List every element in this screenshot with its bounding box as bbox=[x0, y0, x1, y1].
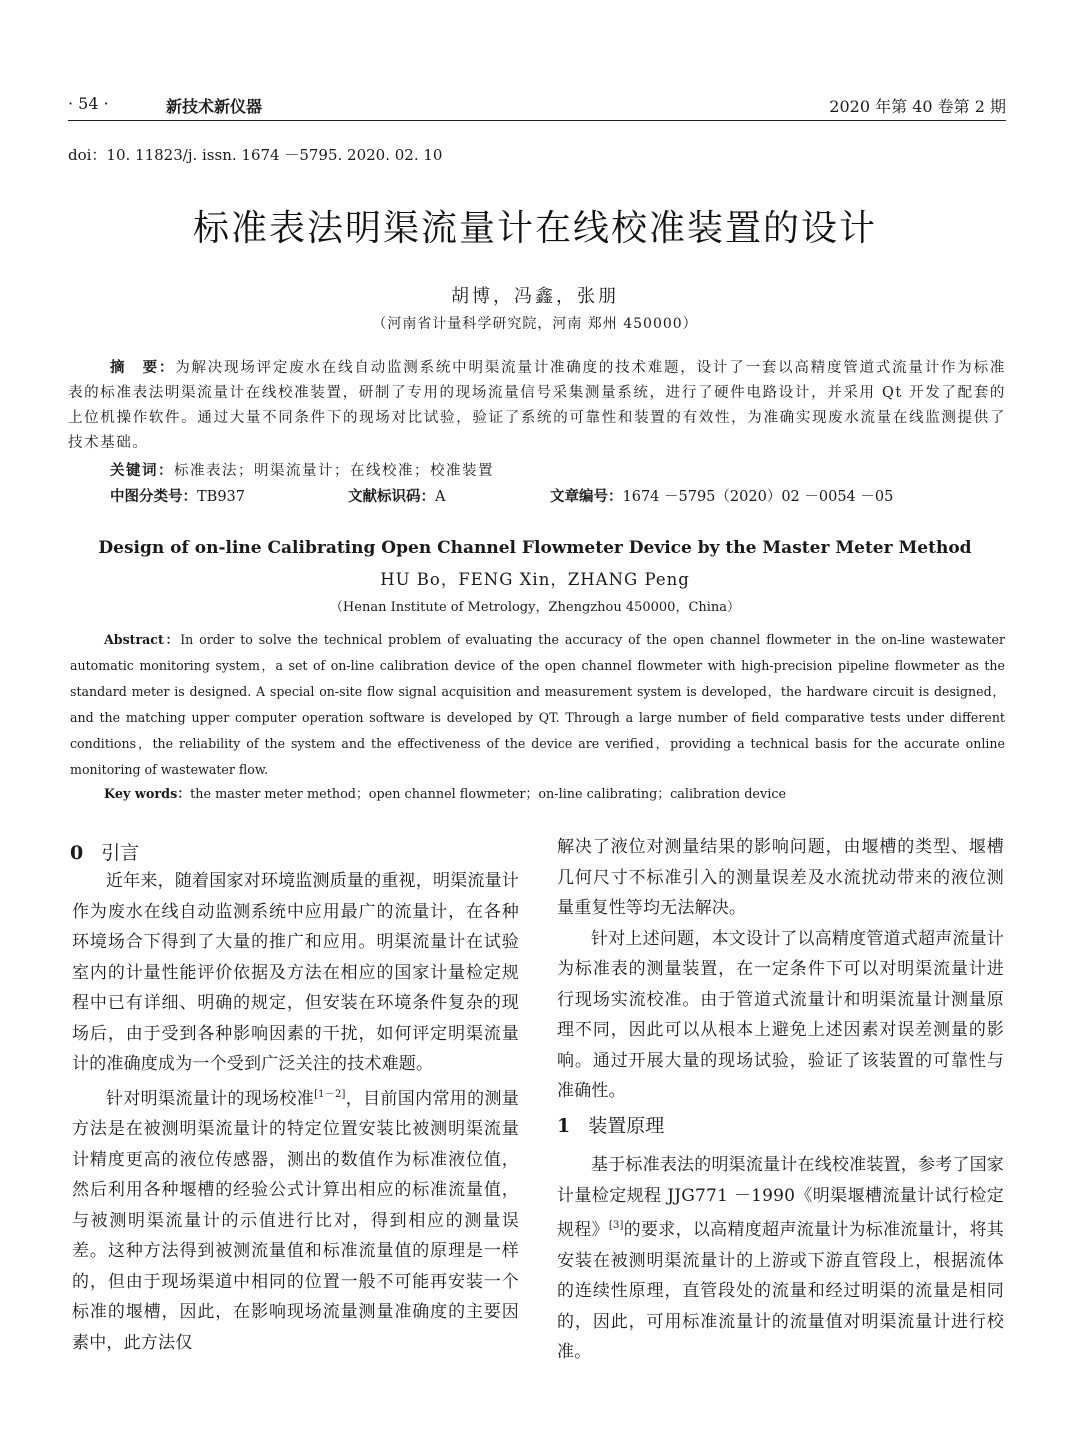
page-number: · 54 · bbox=[68, 94, 109, 113]
section-heading-0: 0 引言 bbox=[70, 842, 140, 864]
intro-paragraph-2: 针对明渠流量计的现场校准[1－2]，目前国内常用的测量方法是在被测明渠流量计的特定位置安装比被测明渠流量计精度更高的液位传感器，测出的数值作为标准液位值，然后利用各种堰槽的经验公式计算出相应的标准流量值，与被测明渠流量计的示值进行比对，得到相应的测量误差。这种方法得到被测流量值和标准流量值的原理是一样的，但由于现场渠道中相同的位置一般不可能再安装一个标准的堰槽，因此，在影响现场流量测量准确度的主要因素中，此方法仅 bbox=[72, 1088, 520, 1353]
citation: [3] bbox=[608, 1220, 624, 1231]
body-column-right-section1 bbox=[557, 1150, 1004, 1368]
intro-paragraph-2-continued: 解决了液位对测量结果的影响问题，由堰槽的类型、堰槽几何尺寸不标准引入的测量误差及水流扰动带来的液位测量重复性等均无法解决。 bbox=[557, 837, 1004, 918]
affiliation-en: （Henan Institute of Metrology，Zhengzhou 450000，China） bbox=[329, 600, 741, 615]
keywords-cn bbox=[110, 459, 494, 480]
paper-title-en: Design of on-line Calibrating Open Channel Flowmeter Device by the Master Meter Method bbox=[98, 538, 972, 558]
affiliation-cn: （河南省计量科学研究院，河南 郑州 450000） bbox=[372, 316, 698, 332]
intro-paragraph-3: 针对上述问题，本文设计了以高精度管道式超声流量计为标准表的测量装置，在一定条件下可以对明渠流量计进行现场实流校准。由于管道式流量计和明渠流量计测量原理不同，因此可以从根本上避免上述因素对误差测量的影响。通过开展大量的现场试验，验证了该装置的可靠性与准确性。 bbox=[557, 928, 1004, 1101]
body-column-right bbox=[557, 832, 1004, 1107]
section-heading-1: 1 装置原理 bbox=[557, 1115, 665, 1137]
keywords-en bbox=[104, 783, 786, 802]
running-header bbox=[68, 92, 1006, 118]
clc-number: 中图分类号：TB937 bbox=[110, 489, 246, 505]
body-column-left bbox=[72, 866, 519, 1358]
authors-cn: 胡博，冯鑫，张朋 bbox=[451, 286, 619, 307]
abstract-en bbox=[70, 627, 1005, 783]
abstract-en-label: Abstract： bbox=[104, 632, 181, 647]
keywords-en-text: the master meter method；open channel flowmeter；on-line calibrating；calibration device bbox=[190, 787, 787, 802]
abstract-cn-text: 为解决现场评定废水在线自动监测系统中明渠流量计准确度的技术难题，设计了一套以高精度管道式流量计作为标准表的标准表法明渠流量计在线校准装置，研制了专用的现场流量信号采集测量系统，进行了硬件电路设计，并采用 Qt 开发了配套的上位机操作软件。通过大量不同条件下的现场对比试验，验证了系统的可靠性和装置的有效性，为准确实现废水流量在线监测提供了技术基础。 bbox=[68, 360, 1006, 451]
journal-section-name: 新技术新仪器 bbox=[166, 97, 263, 116]
issue-info: 2020 年第 40 卷第 2 期 bbox=[829, 97, 1006, 116]
keywords-cn-text: 标准表法；明渠流量计；在线校准；校准装置 bbox=[174, 463, 494, 479]
abstract-cn bbox=[68, 356, 1006, 456]
paper-title-cn: 标准表法明渠流量计在线校准装置的设计 bbox=[192, 208, 877, 249]
intro-paragraph-1: 近年来，随着国家对环境监测质量的重视，明渠流量计作为废水在线自动监测系统中应用最广的流量计，在各种环境场合下得到了大量的推广和应用。明渠流量计在试验室内的计量性能评价依据及方法在相应的国家计量检定规程中已有详细、明确的规定，但安装在环境条件复杂的现场后，由于受到各种影响因素的干扰，如何评定明渠流量计的准确度成为一个受到广泛关注的技术难题。 bbox=[72, 871, 519, 1074]
document-code: 文献标识码：A bbox=[348, 489, 446, 505]
doi: doi：10. 11823/j. issn. 1674 －5795. 2020. 02. 10 bbox=[68, 146, 443, 164]
keywords-cn-label: 关键词： bbox=[110, 463, 174, 479]
citation: [1－2] bbox=[314, 1088, 346, 1100]
abstract-cn-label: 摘 要： bbox=[110, 360, 176, 376]
keywords-en-label: Key words： bbox=[104, 787, 191, 802]
principle-paragraph-1: 基于标准表法的明渠流量计在线校准装置，参考了国家计量检定规程 JJG771 －1990《明渠堰槽流量计试行检定规程》[3]的要求，以高精度超声流量计为标准流量计，将其安装在被测明渠流量计的上游或下游直管段上，根据流体的连续性原理，直管段处的流量和经过明渠的流量是相同的，因此，可用标准流量计的流量值对明渠流量计进行校准。 bbox=[557, 1155, 1004, 1362]
article-number: 文章编号：1674 －5795（2020）02 －0054 －05 bbox=[550, 489, 894, 505]
authors-en: HU Bo，FENG Xin，ZHANG Peng bbox=[380, 570, 690, 589]
header-rule bbox=[68, 120, 1006, 121]
abstract-en-text: In order to solve the technical problem of evaluating the accuracy of the open channel flowmeter in the on-line wastewater automatic monitoring system，a set of on-line calibration device of the open channel flowmeter with high-precision pipeline flowmeter as the standard meter is designed. A special on-site flow signal acquisition and measurement system is developed，the hardware circuit is designed，and the matching upper computer operation software is developed by QT. Through a large number of field comparative tests under different conditions，the reliability of the system and the effectiveness of the device are verified，providing a technical basis for the accurate online monitoring of wastewater flow. bbox=[70, 632, 1005, 777]
